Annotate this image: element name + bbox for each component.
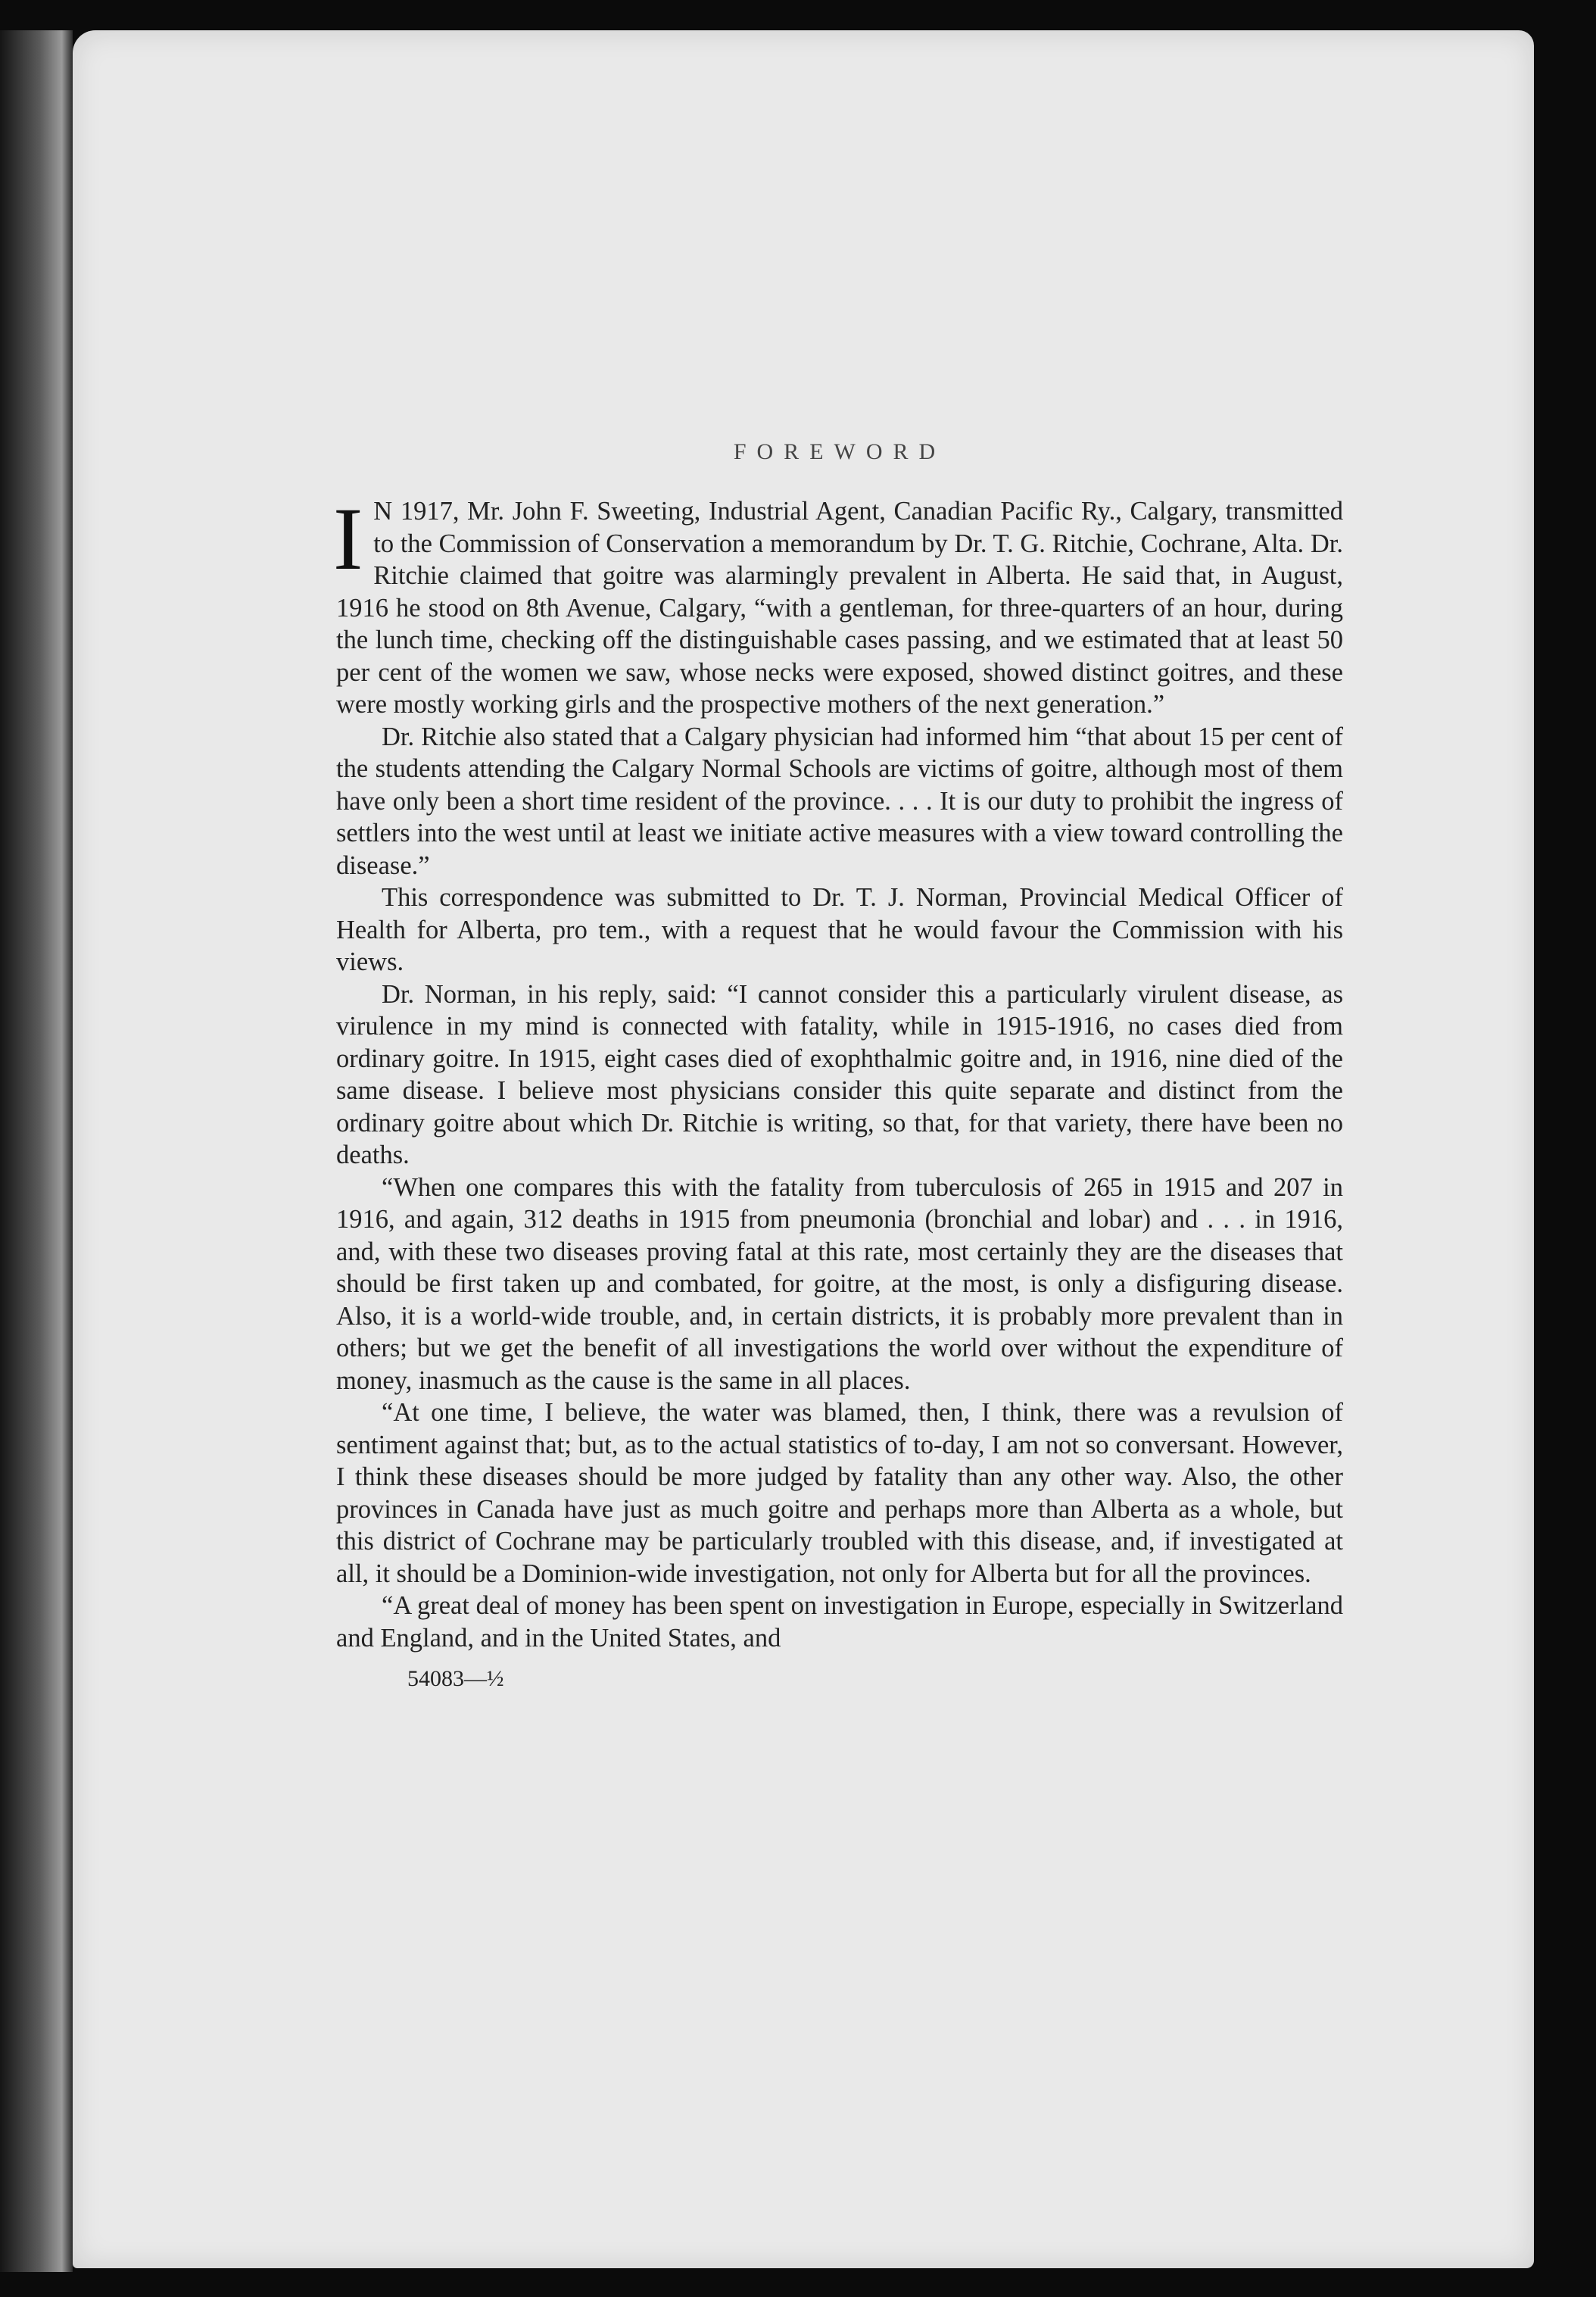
text-column [333,439,1343,1692]
paragraph-7: “A great deal of money has been spent on investigation in Europe, especially in Switzerland and England, and in the United States, and [336,1591,1343,1653]
paragraph-1-text: N 1917, Mr. John F. Sweeting, Industrial Agent, Canadian Pacific Ry., Calgary, transmitted to the Commission of Conservation a memorandum by Dr. T. G. Ritchie, Cochrane, Alta. Dr. Ritchie claimed that goitre was alarmingly prevalent in Alberta. He said that, in August, 1916 he stood on 8th Avenue, Calgary, “with a gentleman, for three-quarters of an hour, during the lunch time, checking off the distinguishable cases passing, and we estimated that at least 50 per cent of the women we saw, whose necks were exposed, showed distinct goitres, and these were mostly working girls and the prospective mothers of the next generation.” [336,497,1343,719]
paragraph-1 [333,489,1343,721]
paragraph-4: Dr. Norman, in his reply, said: “I cannot consider this a particularly virulent disease, as virulence in my mind is connected with fatality, while in 1915-1916, no cases died from ordinary goitre. In 1915, eight cases died of exophthalmic goitre and, in 1916, nine died of the same disease. I believe most physicians consider this quite separate and distinct from the ordinary goitre about which Dr. Ritchie is writing, so that, for that variety, there have been no deaths. [336,979,1343,1169]
document-page [73,30,1534,2268]
paragraph-3: This correspondence was submitted to Dr. T. J. Norman, Provincial Medical Officer of Health for Alberta, pro tem., with a request that he would favour the Commission with his views. [336,883,1343,976]
adjacent-page-edge [0,30,73,2272]
page-heading: FOREWORD [733,439,946,464]
printer-signature: 54083—½ [407,1666,504,1691]
paragraph-5: “When one compares this with the fatality from tuberculosis of 265 in 1915 and 207 in 1916, and again, 312 deaths in 1915 from pneumonia (bronchial and lobar) and . . . in 1916, and, with these two diseases proving fatal at this rate, most certainly they are the diseases that should be first taken up and combated, for goitre, at the most, is only a disfiguring disease. Also, it is a world-wide trouble, and, in certain districts, it is probably more prevalent than in others; but we get the benefit of all investigations the world over without the expenditure of money, inasmuch as the cause is the same in all places. [336,1172,1343,1395]
paragraph-2: Dr. Ritchie also stated that a Calgary physician had informed him “that about 15 per cent of the students attending the Calgary Normal Schools are victims of goitre, although most of them have only been a short time resident of the province. . . . It is our duty to prohibit the ingress of settlers into the west until at least we initiate active measures with a view toward controlling the disease.” [336,722,1343,880]
drop-cap: I [333,489,363,588]
paragraph-6: “At one time, I believe, the water was blamed, then, I think, there was a revulsion of sentiment against that; but, as to the actual statistics of to-day, I am not so conversant. However, I think these diseases should be more judged by fatality than any other way. Also, the other provinces in Canada have just as much goitre and perhaps more than Alberta as a whole, but this district of Cochrane may be particularly troubled with this disease, and, if investigated at all, it should be a Dominion-wide investigation, not only for Alberta but for all the provinces. [336,1398,1343,1588]
